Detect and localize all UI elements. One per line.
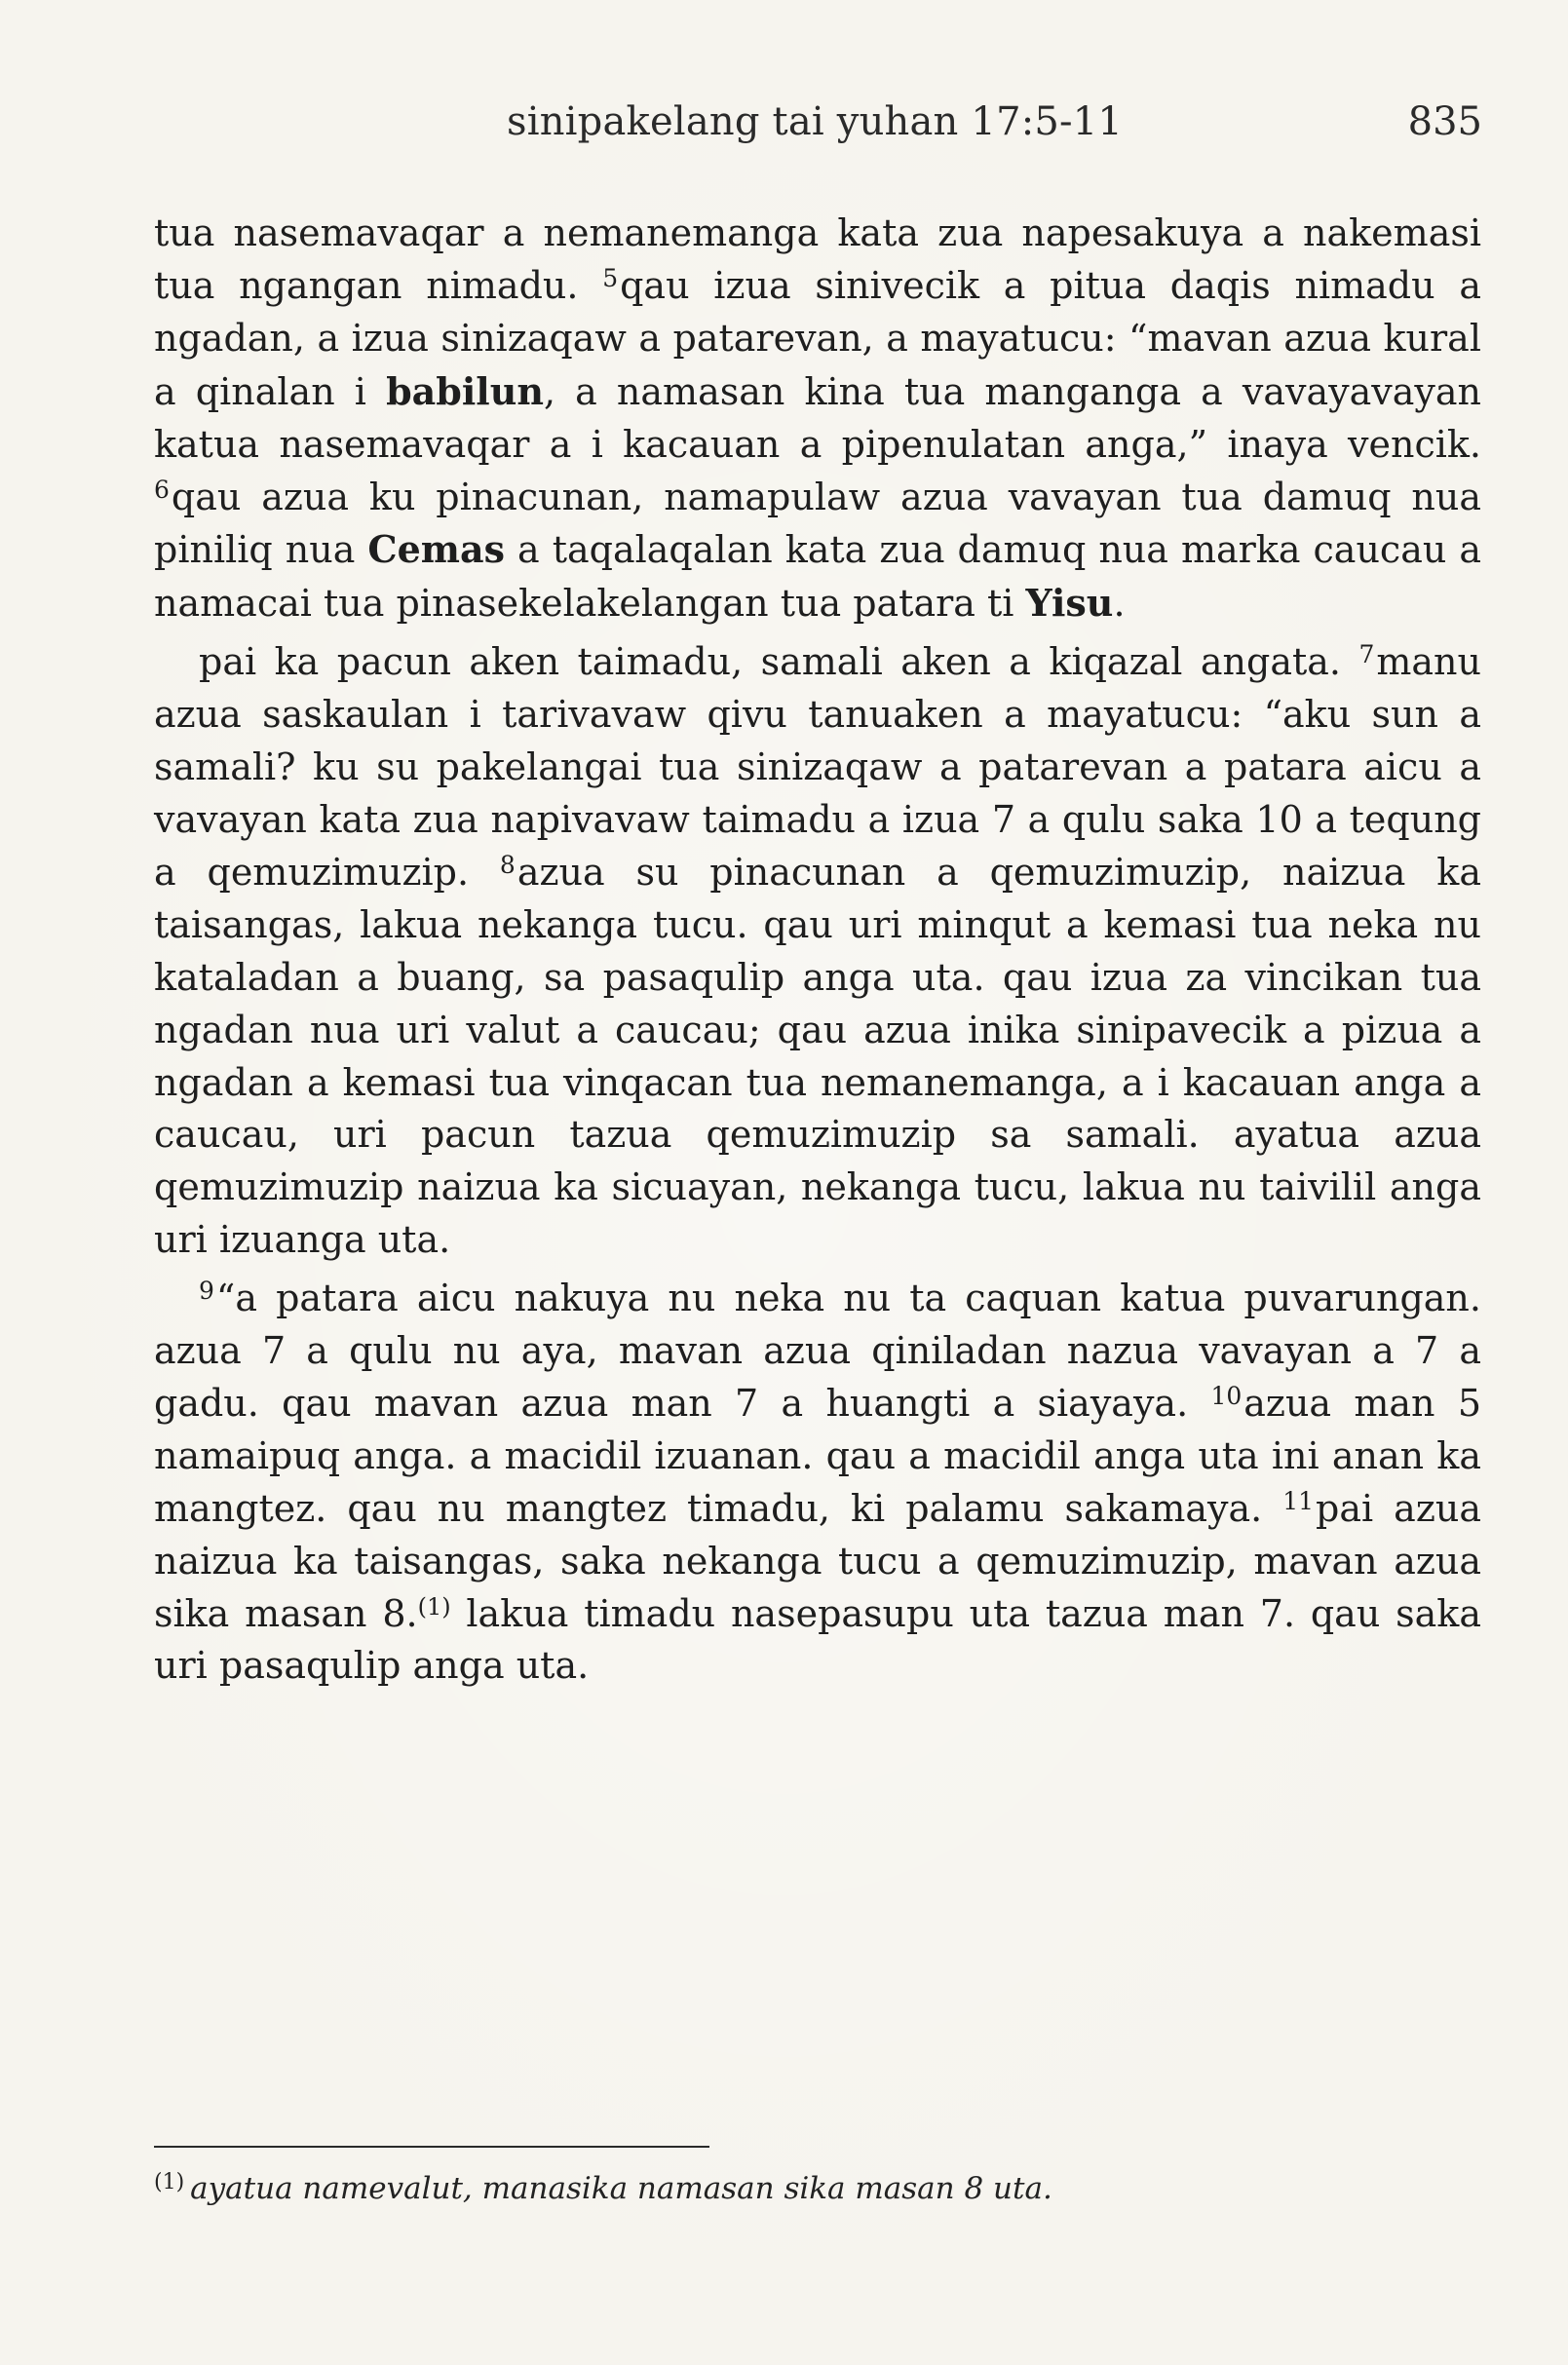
paragraph [154, 1273, 1481, 1693]
page-number: 835 [1407, 99, 1482, 144]
text-segment: qau azua ku pinacunan, namapulaw azua vavayan tua damuq nua piniliq nua [154, 475, 1481, 572]
text-segment: . [1113, 582, 1126, 626]
footnote-mark: (1) [154, 2170, 185, 2194]
text-segment: lakua timadu nasepasupu uta tazua man 7. qau saka uri pasaqulip anga uta. [154, 1591, 1481, 1688]
body-text [154, 208, 1481, 1693]
proper-name: babilun [386, 368, 544, 413]
proper-name: Yisu [1025, 581, 1114, 626]
text-segment: azua su pinacunan a qemuzimuzip, naizua ka taisangas, lakua nekanga tucu. qau uri minqut a kemasi tua neka nu kataladan a buang, sa pasaqulip anga uta. qau izua za vincikan tua ngadan nua uri valut a caucau; qau azua inika sinipavecik a pizua a ngadan a kemasi tua vinqacan tua nemanemanga, a i kacauan anga a caucau, uri pacun tazua qemuzimuzip sa samali. ayatua azua qemuzimuzip naizua ka sicuayan, nekanga tucu, lakua nu taivilil anga uri izuanga uta. [154, 850, 1481, 1262]
text-segment: azua man 5 namaipuq anga. a macidil izuanan. qau a macidil anga uta ini anan ka mangtez. qau nu mangtez timadu, ki palamu sakamaya. [154, 1381, 1481, 1530]
text-segment: , a namasan kina tua manganga a vavayavayan katua nasemavaqar a i kacauan a pipenulatan anga,” inaya vencik. [154, 369, 1481, 466]
verse-number: 8 [499, 850, 516, 879]
verse-number: 6 [154, 475, 170, 504]
verse-number: 7 [1358, 640, 1375, 669]
text-segment: pai ka pacun aken taimadu, samali aken a kiqazal angata. [199, 640, 1359, 684]
footnote [154, 2161, 1479, 2210]
text-segment: pai azua naizua ka taisangas, saka nekanga tucu a qemuzimuzip, mavan azua sika masan 8. [154, 1486, 1481, 1635]
text-segment: “a patara aicu nakuya nu neka nu ta caquan katua puvarungan. azua 7 a qulu nu aya, mavan azua qiniladan nazua vavayan a 7 a gadu. qau mavan azua man 7 a huangti a siayaya. [154, 1277, 1481, 1425]
verse-number: 9 [199, 1277, 214, 1306]
text-segment: manu azua saskaulan i tarivavaw qivu tanuaken a mayatucu: “aku sun a samali? ku su pakelangai tua sinizaqaw a patarevan a patara aicu a vavayan kata zua napivavaw taimadu a izua 7 a qulu saka 10 a tequng a qemuzimuzip. [154, 640, 1481, 894]
running-title: sinipakelang tai yuhan 17:5-11 [507, 99, 1124, 144]
paragraph [154, 208, 1481, 630]
verse-number: 11 [1282, 1486, 1315, 1515]
footnote-divider [154, 2146, 709, 2148]
footnote-text: ayatua namevalut, manasika namasan sika masan 8 uta. [190, 2171, 1052, 2206]
proper-name: Cemas [367, 527, 506, 572]
text-segment: tua nasemavaqar a nemanemanga kata zua napesakuya a nakemasi tua ngangan nimadu. [154, 211, 1481, 307]
footnote-reference: (1) [417, 1592, 451, 1621]
text-segment: a taqalaqalan kata zua damuq nua marka caucau a namacai tua pinasekelakelangan tua patara ti [154, 528, 1481, 626]
verse-number: 5 [602, 263, 619, 292]
running-header [507, 99, 1490, 158]
text-segment: qau izua sinivecik a pitua daqis nimadu a ngadan, a izua sinizaqaw a patarevan, a mayatucu: “mavan azua kural a qinalan i [154, 263, 1481, 413]
verse-number: 10 [1210, 1381, 1243, 1410]
paragraph [154, 636, 1481, 1267]
